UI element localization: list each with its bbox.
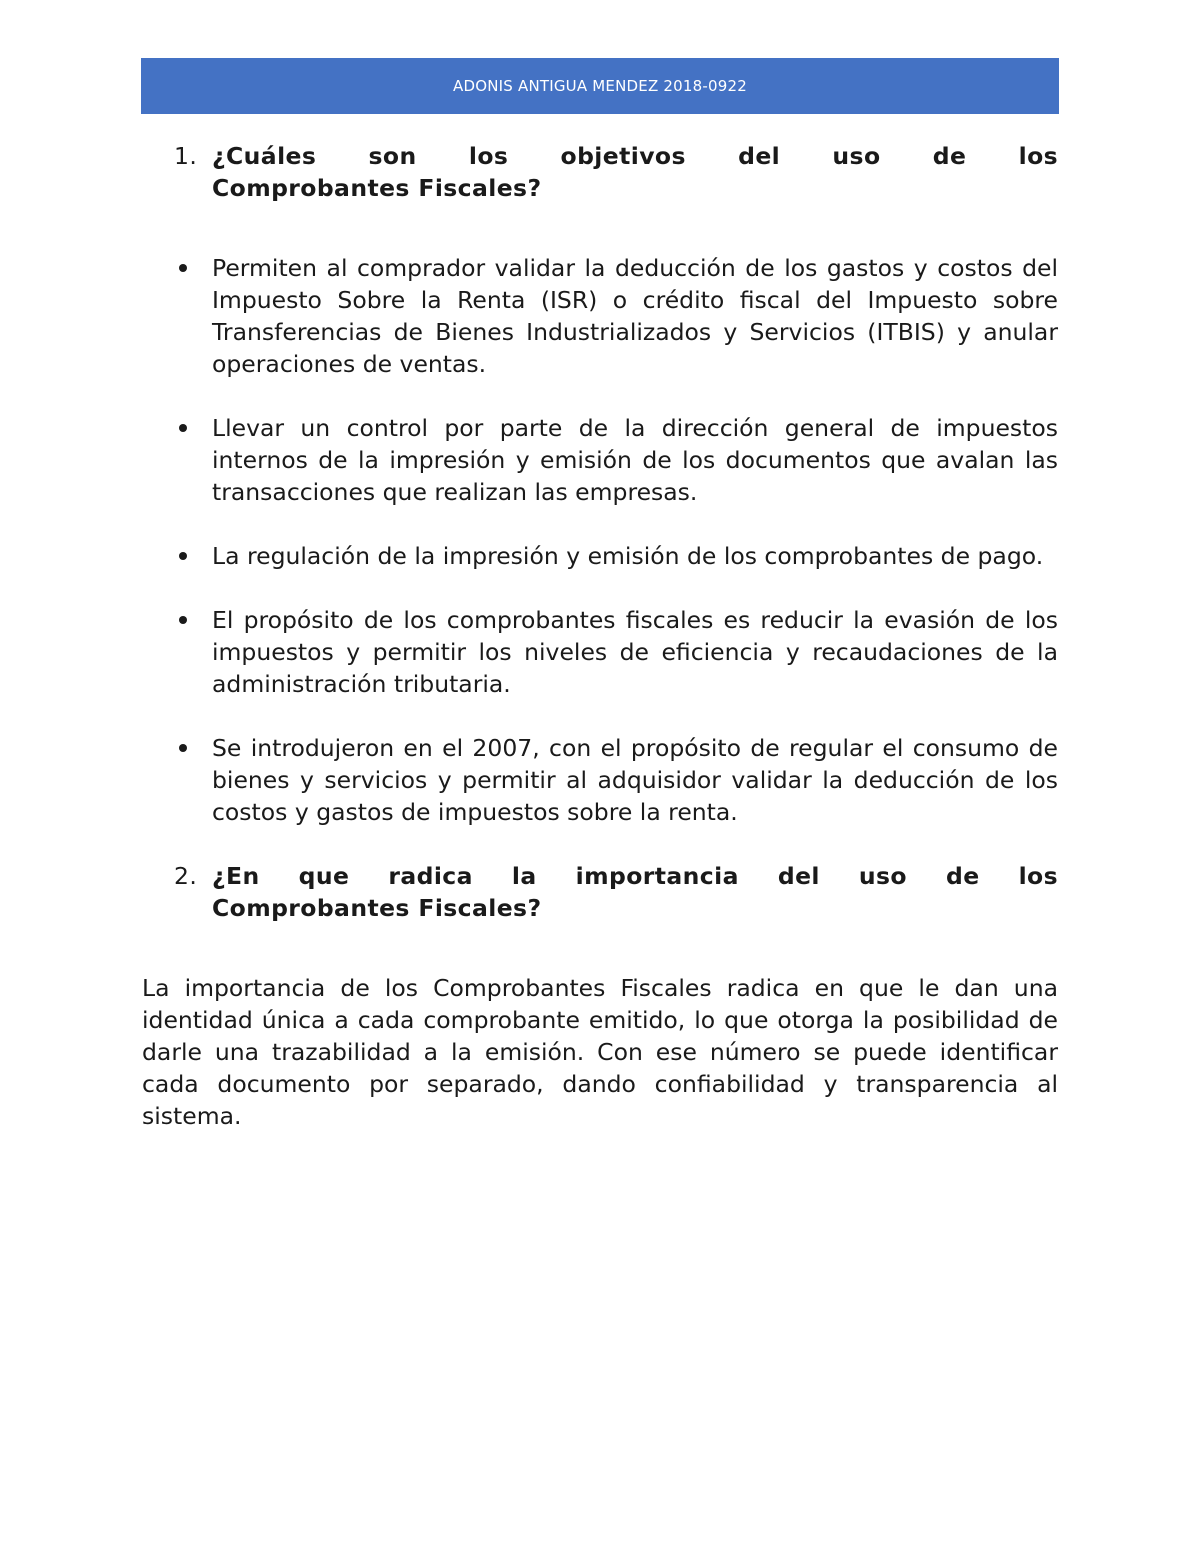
bullet-icon (179, 744, 187, 752)
objectives-list (142, 252, 1058, 828)
list-item (142, 412, 1058, 508)
list-item (142, 540, 1058, 572)
list-item-text: Se introdujeron en el 2007, con el propósito de regular el consumo de bienes y servicios y permitir al adquisidor validar la deducción de los costos y gastos de impuestos sobre la renta. (212, 734, 1058, 826)
list-item-text: Permiten al comprador validar la deducción de los gastos y costos del Impuesto Sobre la Renta (ISR) o crédito fiscal del Impuesto sobre Transferencias de Bienes Industrializados y Servicios (ITBIS) y anular operaciones de ventas. (212, 254, 1058, 378)
list-item (142, 732, 1058, 828)
bullet-icon (179, 424, 187, 432)
bullet-icon (179, 616, 187, 624)
header-title: ADONIS ANTIGUA MENDEZ 2018-0922 (453, 77, 747, 95)
question-text-line-1: ¿En que radica la importancia del uso de los (212, 862, 1058, 890)
question-2 (142, 860, 1058, 924)
list-item (142, 604, 1058, 700)
question-text-line-1: ¿Cuáles son los objetivos del uso de los (212, 142, 1058, 170)
question-text-line-2: Comprobantes Fiscales? (212, 894, 542, 922)
question-number: 2. (174, 862, 198, 890)
list-item-text: La regulación de la impresión y emisión de los comprobantes de pago. (212, 542, 1044, 570)
list-item (142, 252, 1058, 380)
bullet-icon (179, 264, 187, 272)
answer-paragraph: La importancia de los Comprobantes Fiscales radica en que le dan una identidad única a cada comprobante emitido, lo que otorga la posibilidad de darle una trazabilidad a la emisión. Con ese número se puede identificar cada documento por separado, dando confiabilidad y transparencia al sistema. (142, 974, 1058, 1130)
document-body (142, 140, 1058, 1156)
list-item-text: El propósito de los comprobantes fiscales es reducir la evasión de los impuestos y permitir los niveles de eficiencia y recaudaciones de la administración tributaria. (212, 606, 1058, 698)
bullet-icon (179, 552, 187, 560)
question-text-line-2: Comprobantes Fiscales? (212, 174, 542, 202)
question-number: 1. (174, 142, 198, 170)
list-item-text: Llevar un control por parte de la dirección general de impuestos internos de la impresión y emisión de los documentos que avalan las transacciones que realizan las empresas. (212, 414, 1058, 506)
document-header (141, 58, 1059, 114)
question-1 (142, 140, 1058, 204)
